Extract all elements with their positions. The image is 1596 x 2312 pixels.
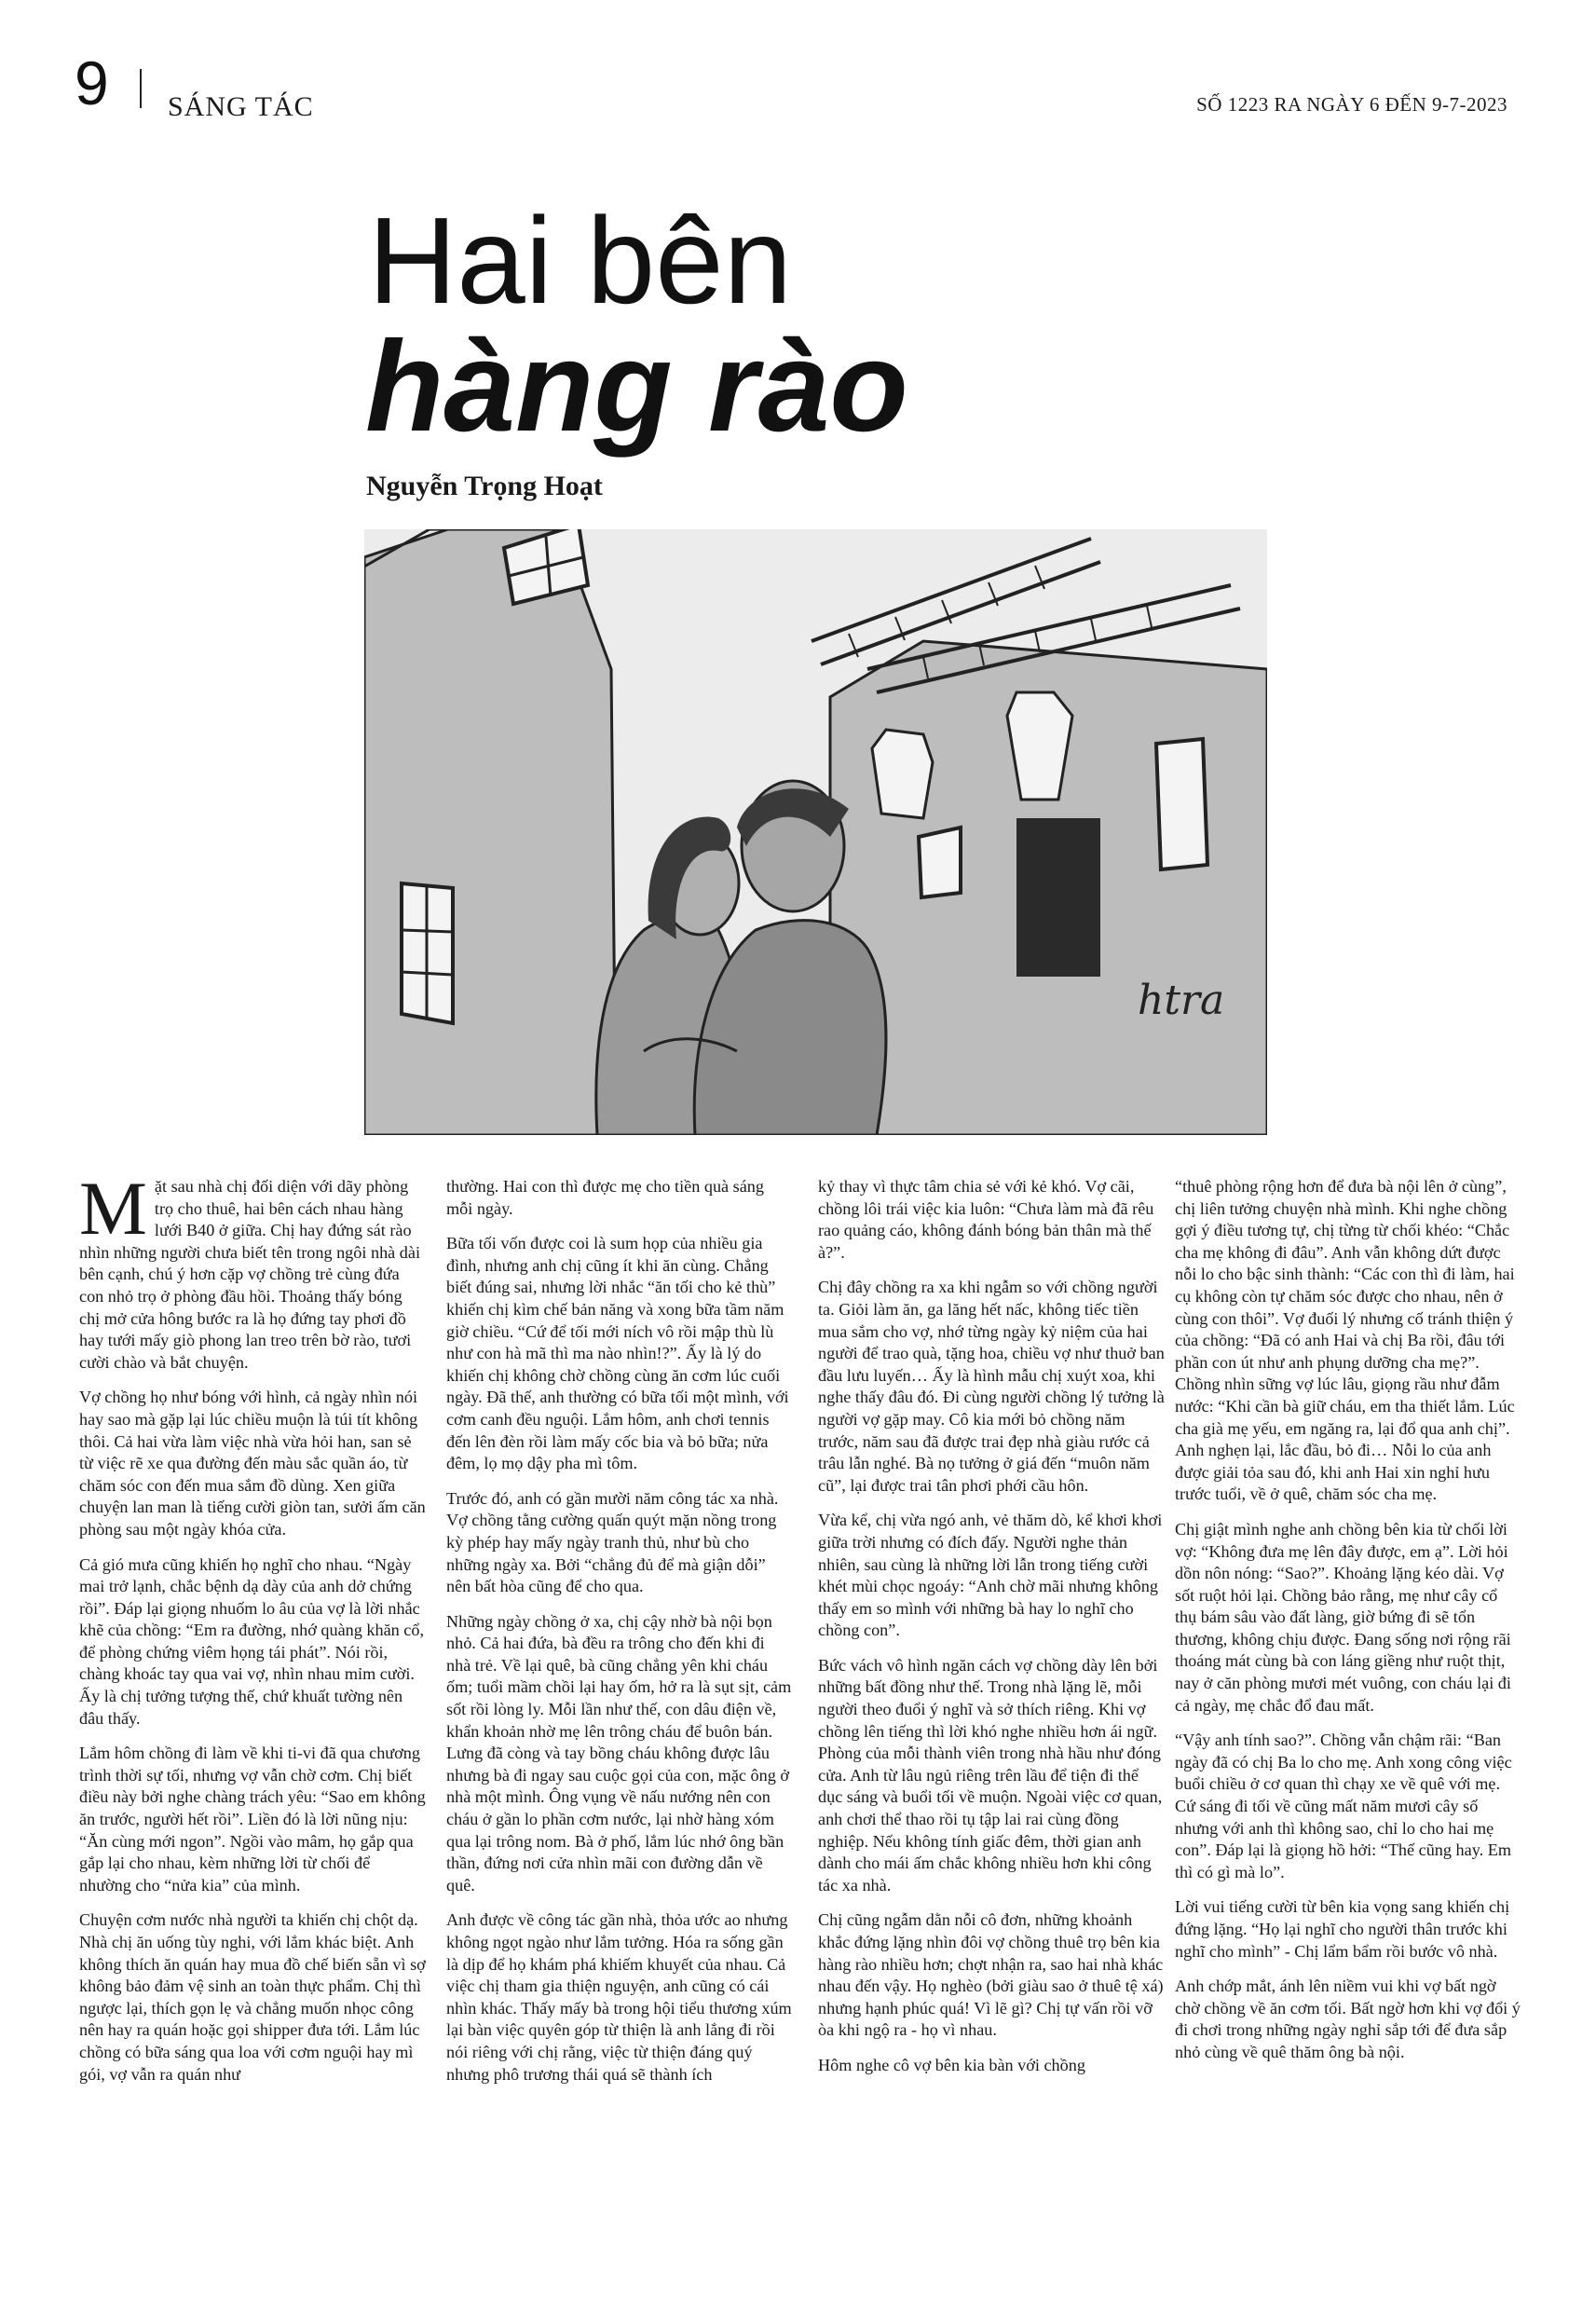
text-column-1 [79,1166,426,2099]
page-number: 9 [75,48,109,117]
story-illustration [364,529,1267,1135]
paragraph: Anh chớp mắt, ánh lên niềm vui khi vợ bất ngờ chờ chồng về ăn cơm tối. Bất ngờ hơn khi vợ đổi ý đi chơi trong những ngày nghỉ sắp tới để đưa sắp nhỏ cùng về quê thăm ông bà nội. [1175,1977,1521,2061]
header-divider [140,69,142,108]
paragraph: Những ngày chồng ở xa, chị cậy nhờ bà nội bọn nhỏ. Cả hai đứa, bà đều ra trông cho đến khi đi nhà trẻ. Về lại quê, bà cũng chẳng yên khi cháu ốm; tuổi mầm chồi lại hay ốm, hở ra là sụt sịt, cảm sốt rồi lòng ly. Mỗi lần như thế, con dâu điện về, khẩn khoản nhờ mẹ lên trông cháu để buôn bán. Lưng đã còng và tay bồng cháu không được lâu nhưng bà đi ngay sau cuộc gọi của con, mặc ông ở nhà một mình. Ông vụng về nấu nướng nên con cháu ở gần lo phần cơm nước, lại nhờ hàng xóm qua lại trông nom. Bà ở phố, lắm lúc nhớ ông bần thần, đứng nơi cửa nhìn mãi con đường dẫn về quê. [446,1611,792,1895]
paragraph: “Vậy anh tính sao?”. Chồng vẫn chậm rãi: “Ban ngày đã có chị Ba lo cho mẹ. Anh xong công việc buổi chiều ở cơ quan thì chạy xe về quê với mẹ. Cứ sáng đi tối về cũng mất năm mươi cây số nhưng với anh thì không sao, chỉ lo cho hai mẹ con”. Đáp lại là giọng hồ hởi: “Thế cũng hay. Em thì có gì mà lo”. [1175,1731,1512,1881]
paragraph: Lời vui tiếng cười từ bên kia vọng sang khiến chị đứng lặng. “Họ lại nghĩ cho người thân trước khi nghĩ cho mình” - Chị lẩm bẩm rồi bước vô nhà. [1175,1897,1510,1961]
paragraph: Hôm nghe cô vợ bên kia bàn với chồng [818,2055,1085,2074]
title-line-1: Hai bên [368,192,792,329]
paragraph: Vừa kể, chị vừa ngó anh, vẻ thăm dò, kể khơi khơi giữa trời nhưng có đích đấy. Người nghe thản nhiên, sau cùng là những lời lẫn trong tiếng cười khét mùi chọc ngoáy: “Anh chờ mãi nhưng không thấy em so mình với những bà hay lo nghĩ cho chồng con”. [818,1511,1163,1640]
paragraph: Chuyện cơm nước nhà người ta khiến chị chột dạ. Nhà chị ăn uống tùy nghi, với lắm khác biệt. Anh không thích ăn quán hay mua đồ chế biến sẵn vì sợ không bảo đảm vệ sinh an toàn thực phẩm. Chị thì ngược lại, thích gọn lẹ và chẳng muốn nhọc công nên hay ra quán hoặc gọi shipper đưa tới. Lắm lúc chồng có bữa sáng qua loa với cơm nguội hay mì gói, vợ vẫn ra quán như [79,1910,426,2084]
illustration-signature: htra [1138,977,1225,1024]
paragraph: thường. Hai con thì được mẹ cho tiền quà sáng mỗi ngày. [446,1177,764,1218]
paragraph: “thuê phòng rộng hơn để đưa bà nội lên ở cùng”, chị liên tưởng chuyện nhà mình. Khi nghe chồng gợi ý điều tương tự, chị từng từ chối khéo: “Chắc cha mẹ không đi đâu”. Anh vẫn không dứt được nỗi lo cho bậc sinh thành: “Các con thì đi làm, hai cụ không còn tự chăm sóc được cho nhau, nên ở cùng con thôi”. Vợ đuối lý nhưng cố tránh thiện ý của chồng: “Đã có anh Hai và chị Ba rồi, đâu tới phần con út như anh phụng dưỡng cha mẹ?”. Chồng nhìn sững vợ lúc lâu, giọng rầu như đẫm nước: “Khi cần bà giữ cháu, em tha thiết lắm. Lúc cha già mẹ yếu, em ngăng ra, lại đổ qua anh chị”. Anh nghẹn lại, lắc đầu, bỏ đi… Nỗi lo của anh được giải tỏa sau đó, khi anh Hai xin nghỉ hưu trước tuổi, về ở quê, chăm sóc cha mẹ. [1175,1177,1515,1504]
issue-info: SỐ 1223 RA NGÀY 6 ĐẾN 9-7-2023 [1196,93,1507,116]
paragraph: Bữa tối vốn được coi là sum họp của nhiều gia đình, nhưng anh chị cũng ít khi ăn cùng. Chẳng biết đúng sai, nhưng lời nhắc “ăn tối cho kẻ thù” khiến chị kìm chế bản năng và xong bữa tầm năm giờ chiều. “Cứ để tối mới ních vô rồi mập thù lù như con hà mã thì ma nào nhìn!?”. Ấy là lý do khiến chị không chờ chồng cùng ăn cơm lúc cuối ngày. Đã thế, anh thường có bữa tối một mình, với cơm canh đều nguội. Lắm hôm, anh chơi tennis đến lên đèn rồi làm mấy cốc bia và bỏ bữa; nửa đêm, lọ mọ dậy pha mì tôm. [446,1234,789,1473]
title-line-2: hàng rào [365,315,908,458]
article-body [79,1166,1528,2294]
paragraph: Chị cũng ngẫm dằn nỗi cô đơn, những khoảnh khắc đứng lặng nhìn đôi vợ chồng thuê trọ bên kia hàng rào nhiều hơn; chợt nhận ra, sao hai nhà khác nhau đến vậy. Họ nghèo (bởi giàu sao ở thuê tệ xá) nhưng hạnh phúc quá! Vì lẽ gì? Chị tự vấn rồi vỡ òa khi ngộ ra - họ vì nhau. [818,1910,1164,2040]
drop-cap: M [79,1166,147,1251]
paragraph: kỷ thay vì thực tâm chia sẻ với kẻ khó. Vợ cãi, chồng lôi trái việc kia luôn: “Chưa làm mà đã rêu rao quảng cáo, không đánh bóng bản thân mà thế à?”. [818,1177,1154,1262]
text-column-3 [818,1176,1165,2090]
paragraph: Mặt sau nhà chị đối diện với dãy phòng trọ cho thuê, hai bên cách nhau hàng lưới B40 ở giữa. Chị hay đứng sát rào nhìn những người chưa biết tên trong ngôi nhà dài bên cạnh, chú ý hơn cặp vợ chồng trẻ cùng đứa con nhỏ trọ ở phòng đầu hồi. Thoảng thấy bóng chị mở cửa hông bước ra là họ đứng tay phơi đồ hay tưới mấy giò phong lan treo trên bờ rào, tươi cười chào và bắt chuyện. [79,1166,420,1372]
text-column-2 [446,1176,793,2099]
text-column-4 [1175,1176,1521,2077]
paragraph: Vợ chồng họ như bóng với hình, cả ngày nhìn nói hay sao mà gặp lại lúc chiều muộn là túi tít không thôi. Cả hai vừa làm việc nhà vừa hỏi han, san sẻ từ việc rẽ xe qua đường đến màu sắc quần áo, từ chăm sóc con đến mua sắm đồ dùng. Xen giữa chuyện lan man là tiếng cười giòn tan, sưởi ấm căn phòng sau một ngày khóa cửa. [79,1388,426,1539]
paragraph: Lắm hôm chồng đi làm về khi ti-vi đã qua chương trình thời sự tối, nhưng vợ vẫn chờ cơm. Chị biết điều này bởi nghe chàng trách yêu: “Sao em không ăn trước, người hết rồi”. Liền đó là lời nũng nịu: “Ăn cùng mới ngon”. Ngồi vào mâm, họ gắp qua gắp lại cho nhau, kèm những lời từ chối để nhường cho “nửa kia” của mình. [79,1744,426,1895]
author-byline: Nguyễn Trọng Hoạt [366,471,603,501]
paragraph: Trước đó, anh có gần mười năm công tác xa nhà. Vợ chồng tằng cường quấn quýt mặn nồng trong kỳ phép hay mấy ngày tranh thủ, như bù cho những ngày xa. Bởi “chẳng đủ để mà giận dỗi” nên bất hòa cũng để cho qua. [446,1488,779,1596]
paragraph: Bức vách vô hình ngăn cách vợ chồng dày lên bởi những bất đồng như thế. Trong nhà lặng lẽ, mỗi người theo đuổi ý nghĩ và sở thích riêng. Khi vợ chồng lên tiếng thì lời khó nghe nhiều hơn ái ngữ. Phòng của mỗi thành viên trong nhà hầu như đóng cửa. Anh từ lâu ngủ riêng trên lầu để tiện đi thể dục sáng và buổi tối về muộn. Ngoài việc cơ quan, anh chơi thể thao rồi tụ tập lai rai cùng đồng nghiệp. Nếu không tính giấc đêm, thời gian anh dành cho mái ấm chắc không nhiều hơn khi công tác xa nhà. [818,1655,1163,1895]
section-label: SÁNG TÁC [168,91,314,122]
alley-couple-drawing [364,529,1267,1135]
paragraph: Cả gió mưa cũng khiến họ nghĩ cho nhau. “Ngày mai trở lạnh, chắc bệnh dạ dày của anh dở chứng rồi”. Đáp lại giọng nhuốm lo âu của vợ là lời nhắc khẽ của chồng: “Em ra đường, nhớ quàng khăn cổ, để phòng chứng viêm họng tái phát”. Nói rồi, chàng khoác tay qua vai vợ, nhìn nhau mỉm cười. Ấy là chị tưởng tượng thế, chứ khuất tường nên đâu thấy. [79,1554,425,1728]
page-header [75,45,1507,129]
paragraph: Anh được về công tác gần nhà, thỏa ước ao nhưng không ngọt ngào như lắm tưởng. Hóa ra sống gần là dịp để họ khám phá khiếm khuyết của nhau. Cả việc chị tham gia thiện nguyện, anh cũng có cái nhìn khác. Thấy mấy bà trong hội tiểu thương xúm lại bàn việc quyên góp từ thiện là anh lắng đi rồi nói riêng với chị rằng, việc từ thiện đáng quý nhưng phô trương thái quá sẽ thành ích [446,1910,792,2084]
paragraph: Chị đây chồng ra xa khi ngẫm so với chồng người ta. Giỏi làm ăn, ga lăng hết nấc, không tiếc tiền mua sắm cho vợ, nhớ từng ngày kỷ niệm của hai người để trao quà, tặng hoa, chiều vợ như thuở ban đầu lưu luyến… Ấy là hình mẫu chị xuýt xoa, khi nghe thấy đâu đó. Đi cùng người chồng lý tưởng là người vợ gặp may. Cô kia mới bỏ chồng năm trước, năm sau đã được trai đẹp nhà giàu rước cả trâu lẫn nghé. Bà nọ tưởng ở giá đến “muôn năm cũ”, lại được trai tân phơi phới cầu hôn. [818,1278,1165,1495]
paragraph: Chị giật mình nghe anh chồng bên kia từ chối lời vợ: “Không đưa mẹ lên đây được, em ạ”. Lời hỏi dồn nôn nóng: “Sao?”. Khoảng lặng kéo dài. Vợ sốt ruột hỏi lại. Chồng bảo rằng, mẹ như cây cổ thụ bám sâu vào đất làng, giờ bứng đi sẽ tổn thương, không chịu được. Đang sống nơi rộng rãi thoáng mát cùng bà con láng giềng như ruột thịt, nay ở căn phòng mươi mét vuông, con cháu lại đi cả ngày, mẹ chắc đổ đau mất. [1175,1519,1511,1715]
